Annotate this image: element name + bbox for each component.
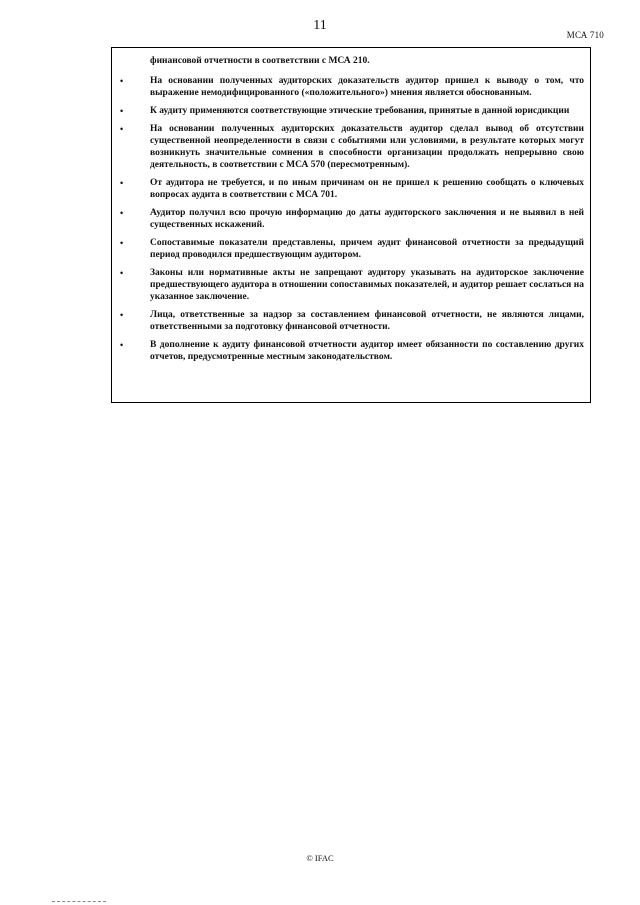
list-item [120,105,584,117]
scan-edge-mark [52,901,106,902]
conditions-box [111,47,591,403]
bullet-icon: • [120,76,124,86]
list-item-text: На основании полученных аудиторских доказательств аудитор сделал вывод об отсутствии существенной неопределенности в связи с событиями или условиями, в результате которых могут возникнуть значительные сомнения в способности организации продолжать непрерывно свою деятельность, в соответствии с МСА 570 (пересмотренным). [150,124,584,170]
list-item-text: Сопоставимые показатели представлены, причем аудит финансовой отчетности за предыдущий период проводился предшествующим аудитором. [150,238,584,260]
list-item [120,309,584,333]
page-number: 11 [313,18,327,33]
continued-text: финансовой отчетности в соответствии с МСА 210. [150,56,370,66]
bullet-icon: • [120,208,124,218]
list-item [120,267,584,303]
document-code: МСА 710 [566,30,604,40]
bullet-icon: • [120,178,124,188]
list-item [120,339,584,363]
list-item [120,75,584,99]
list-item-text: Аудитор получил всю прочую информацию до даты аудиторского заключения и не выявил в ней существенных искажений. [150,208,584,230]
list-item [120,177,584,201]
list-item [120,237,584,261]
bullet-icon: • [120,124,124,134]
list-item-text: Законы или нормативные акты не запрещают аудитору указывать на аудиторское заключение предшествующего аудитора в отношении сопоставимых показателей, и аудитор решает сослаться на указанное заключение. [150,268,584,302]
list-item-text: К аудиту применяются соответствующие этические требования, принятые в данной юрисдикции [150,106,570,116]
bullet-icon: • [120,340,124,350]
copyright-footer: © IFAC [306,853,334,863]
bullet-icon: • [120,310,124,320]
list-item [120,123,584,171]
bullet-list [120,75,584,363]
bullet-icon: • [120,106,124,116]
bullet-icon: • [120,238,124,248]
list-item-text: В дополнение к аудиту финансовой отчетности аудитор имеет обязанности по составлению других отчетов, предусмотренные местным законодательством. [150,340,584,362]
list-item-text: На основании полученных аудиторских доказательств аудитор пришел к выводу о том, что выражение немодифицированного («положительного») мнения является обоснованным. [150,76,584,98]
bullet-icon: • [120,268,124,278]
list-item-text: От аудитора не требуется, и по иным причинам он не пришел к решению сообщать о ключевых вопросах аудита в соответствии с МСА 701. [150,178,584,200]
list-item-text: Лица, ответственные за надзор за составлением финансовой отчетности, не являются лицами, ответственными за подготовку финансовой отчетности. [150,310,584,332]
list-item [120,207,584,231]
